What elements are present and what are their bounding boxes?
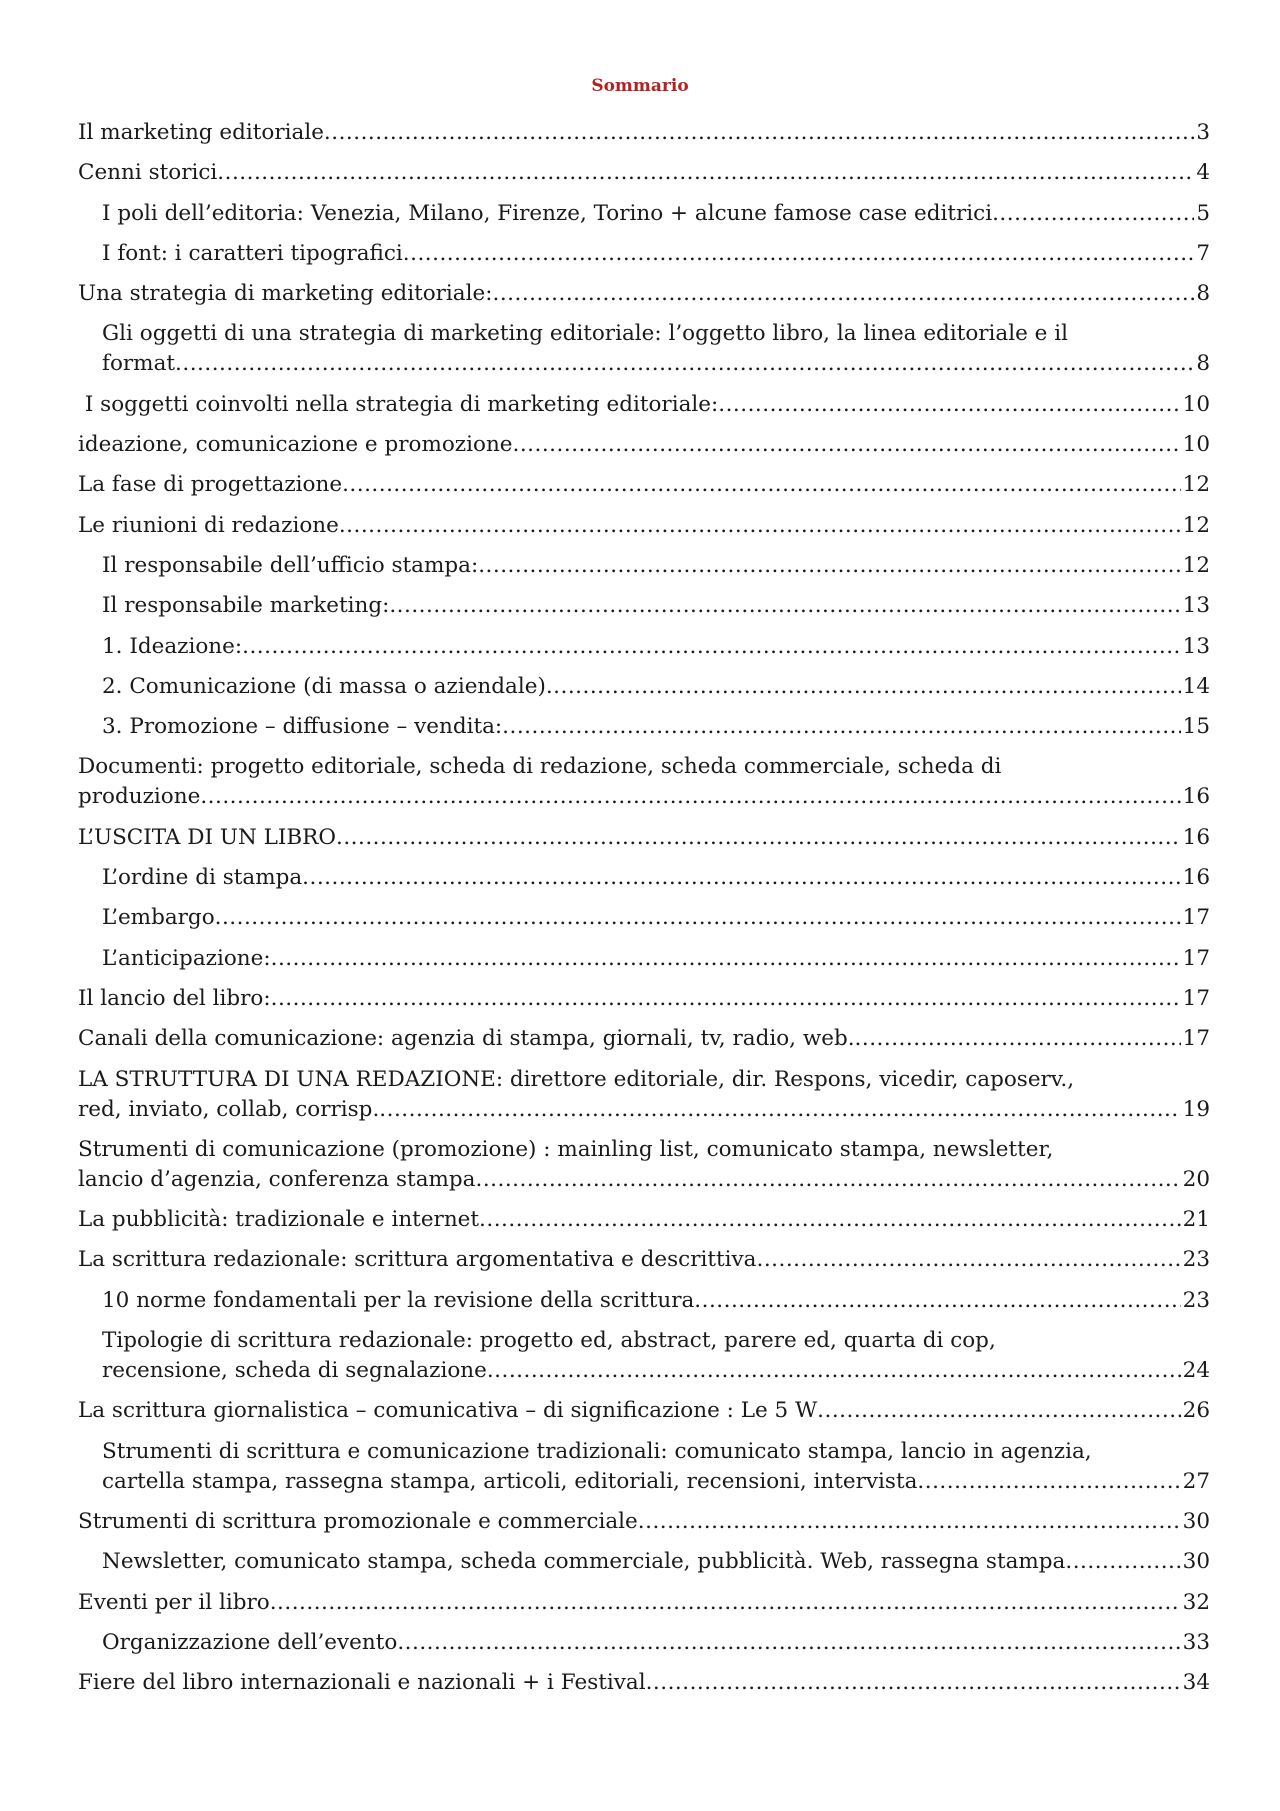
toc-entry-title: lancio d’agenzia, conferenza stampa xyxy=(78,1166,476,1192)
dot-leader xyxy=(718,390,1180,420)
toc-entry-page-number: 33 xyxy=(1182,1629,1210,1655)
toc-entry-page-number: 13 xyxy=(1182,633,1210,659)
toc-entry-title: Le riunioni di redazione xyxy=(78,512,339,538)
toc-entry-title: Il marketing editoriale xyxy=(78,120,324,145)
toc-entry[interactable] xyxy=(78,823,1210,853)
dot-leader xyxy=(242,632,1181,662)
toc-entry-title: red, inviato, collab, corrisp. xyxy=(78,1096,380,1122)
toc-entry-page-number: 19 xyxy=(1182,1096,1210,1122)
toc-entry-page-number: 12 xyxy=(1182,512,1210,538)
toc-entry-page-number: 17 xyxy=(1182,985,1210,1011)
dot-leader xyxy=(487,1356,1181,1386)
table-of-contents xyxy=(78,118,1210,1708)
toc-entry[interactable] xyxy=(78,944,1210,974)
toc-entry-page-number: 24 xyxy=(1182,1358,1210,1384)
toc-entry-title-first-line: Documenti: progetto editoriale, scheda di redazione, scheda commerciale, scheda di xyxy=(78,754,1002,780)
toc-entry[interactable] xyxy=(78,390,1210,420)
toc-entry-title: Canali della comunicazione: agenzia di stampa, giornali, tv, radio, web. xyxy=(78,1026,855,1052)
toc-entry-page-number: 17 xyxy=(1182,905,1210,931)
toc-entry-page-number: 12 xyxy=(1182,552,1210,578)
toc-entry-page-number: 27 xyxy=(1182,1468,1210,1494)
toc-entry-page-number: 23 xyxy=(1182,1247,1210,1273)
toc-entry-page-number: 15 xyxy=(1182,714,1210,740)
toc-entry[interactable] xyxy=(78,1326,1210,1386)
toc-entry[interactable] xyxy=(78,1286,1210,1316)
toc-entry[interactable] xyxy=(78,672,1210,702)
toc-entry-title: cartella stampa, rassegna stampa, articoli, editoriali, recensioni, intervista xyxy=(102,1468,918,1494)
dot-leader xyxy=(403,239,1195,269)
toc-entry-page-number: 30 xyxy=(1182,1508,1210,1534)
toc-entry-title: La pubblicità: tradizionale e internet xyxy=(78,1207,480,1233)
toc-entry-title-first-line: Gli oggetti di una strategia di marketing editoriale: l’oggetto libro, la linea editoriale e il xyxy=(102,321,1068,347)
toc-entry-title-first-line: LA STRUTTURA DI UNA REDAZIONE: direttore editoriale, dir. Respons, vicedir, caposerv., xyxy=(78,1066,1075,1092)
toc-entry-page-number: 17 xyxy=(1182,1026,1210,1052)
dot-leader xyxy=(215,903,1181,933)
toc-entry-title: Organizzazione dell’evento xyxy=(102,1629,398,1655)
dot-leader xyxy=(302,863,1180,893)
toc-entry-page-number: 10 xyxy=(1182,391,1210,417)
toc-entry-page-number: 12 xyxy=(1182,472,1210,498)
toc-entry-title: L’anticipazione: xyxy=(102,945,271,971)
dot-leader xyxy=(339,511,1181,541)
toc-entry-title-first-line: Strumenti di comunicazione (promozione) : mainling list, comunicato stampa, newsletter, xyxy=(78,1136,1054,1162)
toc-entry[interactable] xyxy=(78,1396,1210,1426)
toc-entry-page-number: 21 xyxy=(1182,1207,1210,1233)
dot-leader xyxy=(217,158,1194,188)
toc-entry[interactable] xyxy=(78,511,1210,541)
toc-entry[interactable] xyxy=(78,239,1210,269)
toc-entry[interactable] xyxy=(78,199,1210,229)
dot-leader xyxy=(379,1095,1180,1125)
toc-entry[interactable] xyxy=(78,319,1210,379)
toc-entry[interactable] xyxy=(78,1065,1210,1125)
toc-entry-title: La fase di progettazione xyxy=(78,472,343,498)
toc-entry[interactable] xyxy=(78,984,1210,1014)
toc-entry-page-number: 16 xyxy=(1182,824,1210,850)
toc-entry-page-number: 23 xyxy=(1182,1287,1210,1313)
toc-entry[interactable] xyxy=(78,1024,1210,1054)
toc-entry-title: L’USCITA DI UN LIBRO xyxy=(78,824,336,850)
toc-entry-page-number: 4 xyxy=(1196,160,1210,186)
toc-entry[interactable] xyxy=(78,1245,1210,1275)
toc-entry-title: ideazione, comunicazione e promozione xyxy=(78,432,513,458)
dot-leader xyxy=(817,1396,1180,1426)
toc-entry-page-number: 13 xyxy=(1182,593,1210,619)
toc-entry-page-number: 16 xyxy=(1182,865,1210,891)
toc-entry[interactable] xyxy=(78,632,1210,662)
dot-leader xyxy=(855,1024,1181,1054)
toc-entry-title: Newsletter, comunicato stampa, scheda commerciale, pubblicità. Web, rassegna stampa xyxy=(102,1549,1066,1575)
toc-entry[interactable] xyxy=(78,430,1210,460)
dot-leader xyxy=(475,1165,1180,1195)
toc-entry-page-number: 14 xyxy=(1182,673,1210,699)
toc-entry-title: format xyxy=(102,351,176,377)
dot-leader xyxy=(324,118,1194,148)
toc-entry[interactable] xyxy=(78,1668,1210,1698)
toc-entry[interactable] xyxy=(78,1205,1210,1235)
dot-leader xyxy=(638,1507,1181,1537)
toc-entry-title: 1. Ideazione: xyxy=(102,633,243,659)
toc-entry[interactable] xyxy=(78,118,1210,148)
toc-entry[interactable] xyxy=(78,1135,1210,1195)
toc-entry-title: L’embargo xyxy=(102,905,215,931)
toc-entry[interactable] xyxy=(78,863,1210,893)
dot-leader xyxy=(271,984,1181,1014)
toc-entry-page-number: 5 xyxy=(1196,200,1210,226)
toc-entry-title: Eventi per il libro xyxy=(78,1589,270,1615)
toc-entry-title: I soggetti coinvolti nella strategia di marketing editoriale: xyxy=(78,391,719,417)
toc-entry[interactable] xyxy=(78,158,1210,188)
toc-entry-page-number: 3 xyxy=(1196,120,1210,145)
toc-entry[interactable] xyxy=(78,1437,1210,1497)
toc-entry[interactable] xyxy=(78,470,1210,500)
toc-entry[interactable] xyxy=(78,1628,1210,1658)
dot-leader xyxy=(397,1628,1180,1658)
toc-entry-page-number: 8 xyxy=(1196,281,1210,307)
toc-entry[interactable] xyxy=(78,591,1210,621)
toc-entry-title: I font: i caratteri tipografici xyxy=(102,240,403,266)
toc-entry-title: Fiere del libro internazionali e nazionali + i Festival xyxy=(78,1670,646,1696)
dot-leader xyxy=(694,1286,1180,1316)
toc-entry-title: produzione xyxy=(78,784,201,810)
toc-entry-page-number: 10 xyxy=(1182,432,1210,458)
toc-entry-title: Il responsabile dell’ufficio stampa: xyxy=(102,552,479,578)
toc-entry-page-number: 7 xyxy=(1196,240,1210,266)
toc-entry-page-number: 32 xyxy=(1182,1589,1210,1615)
toc-entry-title: Il lancio del libro: xyxy=(78,985,271,1011)
toc-entry-title: 2. Comunicazione (di massa o aziendale) xyxy=(102,673,546,699)
toc-entry-title: 10 norme fondamentali per la revisione della scrittura xyxy=(102,1287,695,1313)
dot-leader xyxy=(646,1668,1181,1698)
toc-entry-title: Strumenti di scrittura promozionale e commerciale xyxy=(78,1508,638,1534)
dot-leader xyxy=(271,944,1181,974)
toc-entry-title: Una strategia di marketing editoriale: xyxy=(78,281,493,307)
dot-leader xyxy=(270,1588,1181,1618)
toc-entry-title: Cenni storici xyxy=(78,160,218,186)
dot-leader xyxy=(1065,1547,1180,1577)
dot-leader xyxy=(492,279,1194,309)
toc-entry-title-first-line: Tipologie di scrittura redazionale: progetto ed, abstract, parere ed, quarta di cop, xyxy=(102,1328,996,1354)
toc-entry[interactable] xyxy=(78,1588,1210,1618)
toc-entry[interactable] xyxy=(78,712,1210,742)
toc-entry[interactable] xyxy=(78,1507,1210,1537)
toc-entry-page-number: 34 xyxy=(1182,1670,1210,1696)
toc-entry[interactable] xyxy=(78,551,1210,581)
toc-entry-title: recensione, scheda di segnalazione xyxy=(102,1358,487,1384)
toc-entry[interactable] xyxy=(78,279,1210,309)
toc-entry-title: 3. Promozione – diffusione – vendita: xyxy=(102,714,503,740)
dot-leader xyxy=(513,430,1181,460)
toc-entry-title: La scrittura giornalistica – comunicativa – di significazione : Le 5 W xyxy=(78,1398,818,1424)
toc-entry[interactable] xyxy=(78,1547,1210,1577)
toc-entry-page-number: 8 xyxy=(1196,351,1210,377)
toc-entry-page-number: 30 xyxy=(1182,1549,1210,1575)
toc-entry-page-number: 26 xyxy=(1182,1398,1210,1424)
toc-entry[interactable] xyxy=(78,752,1210,812)
page-title: Sommario xyxy=(591,76,689,96)
dot-leader xyxy=(336,823,1181,853)
dot-leader xyxy=(389,591,1180,621)
toc-entry-title: I poli dell’editoria: Venezia, Milano, Firenze, Torino + alcune famose case editrici xyxy=(102,200,993,226)
toc-entry[interactable] xyxy=(78,903,1210,933)
dot-leader xyxy=(175,349,1194,379)
dot-leader xyxy=(200,782,1180,812)
dot-leader xyxy=(546,672,1181,702)
dot-leader xyxy=(917,1467,1180,1497)
toc-entry-title: La scrittura redazionale: scrittura argomentativa e descrittiva xyxy=(78,1247,757,1273)
toc-entry-title: L’ordine di stampa xyxy=(102,865,303,891)
toc-entry-page-number: 16 xyxy=(1182,784,1210,810)
dot-leader xyxy=(757,1245,1181,1275)
toc-entry-page-number: 20 xyxy=(1182,1166,1210,1192)
toc-entry-page-number: 17 xyxy=(1182,945,1210,971)
dot-leader xyxy=(342,470,1181,500)
dot-leader xyxy=(502,712,1180,742)
dot-leader xyxy=(478,551,1180,581)
toc-entry-title-first-line: Strumenti di scrittura e comunicazione tradizionali: comunicato stampa, lancio in agenzia, xyxy=(102,1438,1092,1464)
dot-leader xyxy=(992,199,1194,229)
toc-entry-title: Il responsabile marketing: xyxy=(102,593,390,619)
dot-leader xyxy=(479,1205,1181,1235)
